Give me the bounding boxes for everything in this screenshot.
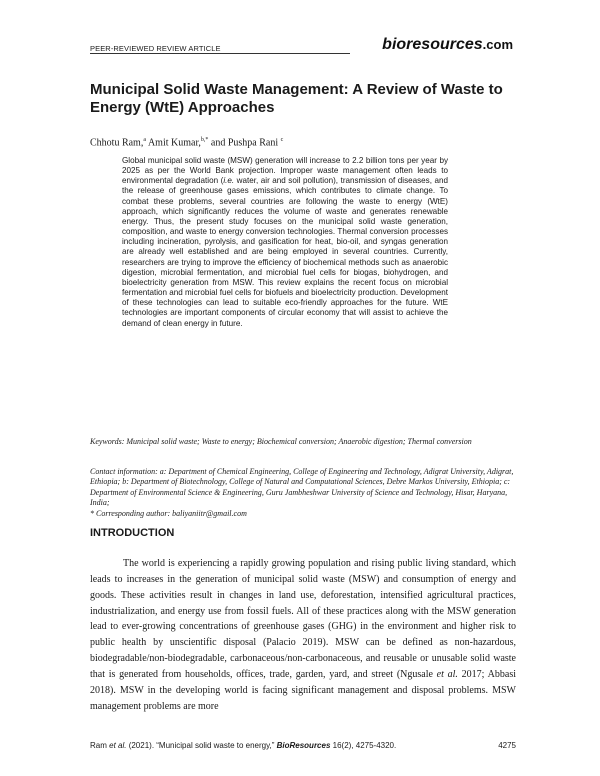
journal-logo xyxy=(382,36,513,54)
author-affiliation-marker: c xyxy=(280,137,284,143)
footer-cite-title: (2021). “Municipal solid waste to energy,” xyxy=(126,741,277,750)
page-number: 4275 xyxy=(498,741,516,750)
contact-information xyxy=(90,467,516,519)
author-name: Chhotu Ram, xyxy=(90,137,144,149)
abstract-text: water, air and soil pollution), transmission of diseases, and the release of greenhouse gases emissions, which contributes to climate change. To combat these problems, several countries are following the waste to energy (WtE) approach, which significantly reduces the volume of waste and generates renewable energy. Thus, the present study focuses on the municipal solid waste generation, composition, and waste to energy conversion technologies. Thermal conversion processes including incineration, pyrolysis, and gasification for heat, bio-oil, and syngas generation are already well established and are being employed in several countries. Currently, researchers are trying to improve the efficiency of biochemical methods such as anaerobic digestion, microbial fermentation, and microbial fuel cells for biogas, biohydrogen, and bioelectricity generation from MSW. This review explains the recent focus on microbial fermentation and microbial fuel cells for biofuels and bioelectricity production. Development of these technologies can lead to suitable eco-friendly approaches for the future. WtE technologies are important components of circular economy that will assist to achieve the demand of clean energy in future. xyxy=(122,176,448,328)
abstract-text: Global municipal solid waste (MSW) generation will increase to 2.2 billion tons per year by 2025 as per the World Bank projection. Improper waste management often leads to environmental degradation ( xyxy=(122,156,448,186)
abstract-text-italic: i.e. xyxy=(223,176,235,186)
contact-affiliations: Contact information: a: Department of Chemical Engineering, College of Engineering and Technology, Adigrat University, Adigrat, Ethiopia; b: Department of Biotechnology, College of Natural and Computational Sciences, Debre Markos University, Ethiopia; c: Department of Environmental Science & Engineering, Guru Jambheshwar University of Science and Technology, Hisar, Haryana, India; xyxy=(90,467,514,508)
article-type-label: PEER-REVIEWED REVIEW ARTICLE xyxy=(90,44,221,53)
body-text: The world is experiencing a rapidly growing population and rising public living standard, which leads to increases in the generation of municipal solid waste (MSW) and consumption of energy and goods. These activities result in changes in land use, deforestation, intensified agricultural practices, industrialization, and energy use from fossil fuels. All of these practices along with the MSW generation lead to ever-growing concentrations of greenhouse gases (GHG) in the environment and higher risk to public health by unscientific disposal (Palacio 2019). MSW can be defined as non-hazardous, biodegradable/non-biodegradable, carbonaceous/non-carbonaceous, and reusable or unusable solid waste that is generated from households, offices, trade, garden, yard, and street (Ngusale xyxy=(90,558,516,680)
footer-citation xyxy=(90,741,396,750)
section-heading: INTRODUCTION xyxy=(90,527,175,539)
introduction-paragraph xyxy=(90,556,516,714)
author-affiliation-marker: b,* xyxy=(200,137,209,143)
author-list xyxy=(90,134,520,149)
abstract xyxy=(122,156,448,329)
footer-cite-etal: et al. xyxy=(109,741,127,750)
header-rule xyxy=(90,53,350,54)
author-name: Amit Kumar, xyxy=(146,137,201,149)
author-affiliation-marker: a xyxy=(143,137,147,143)
body-text-italic: et al. xyxy=(436,668,458,680)
corresponding-author: * Corresponding author: baliyaniitr@gmail.com xyxy=(90,508,247,518)
journal-brand: bioresources xyxy=(382,36,483,53)
author-name: and Pushpa Rani xyxy=(208,137,279,149)
keywords: Keywords: Municipal solid waste; Waste to energy; Biochemical conversion; Anaerobic digestion; Thermal conversion xyxy=(90,437,472,446)
body-text: 2017; Abbasi 2018). MSW in the developing world is facing significant management and disposal problems. MSW management problems are more xyxy=(90,668,516,712)
journal-brand-suffix: .com xyxy=(482,37,513,52)
footer-cite-prefix: Ram xyxy=(90,741,110,750)
footer-journal-name: BioResources xyxy=(276,741,331,750)
footer-cite-volume: 16(2), 4275-4320. xyxy=(330,741,397,750)
article-title: Municipal Solid Waste Management: A Review of Waste to Energy (WtE) Approaches xyxy=(90,81,503,116)
